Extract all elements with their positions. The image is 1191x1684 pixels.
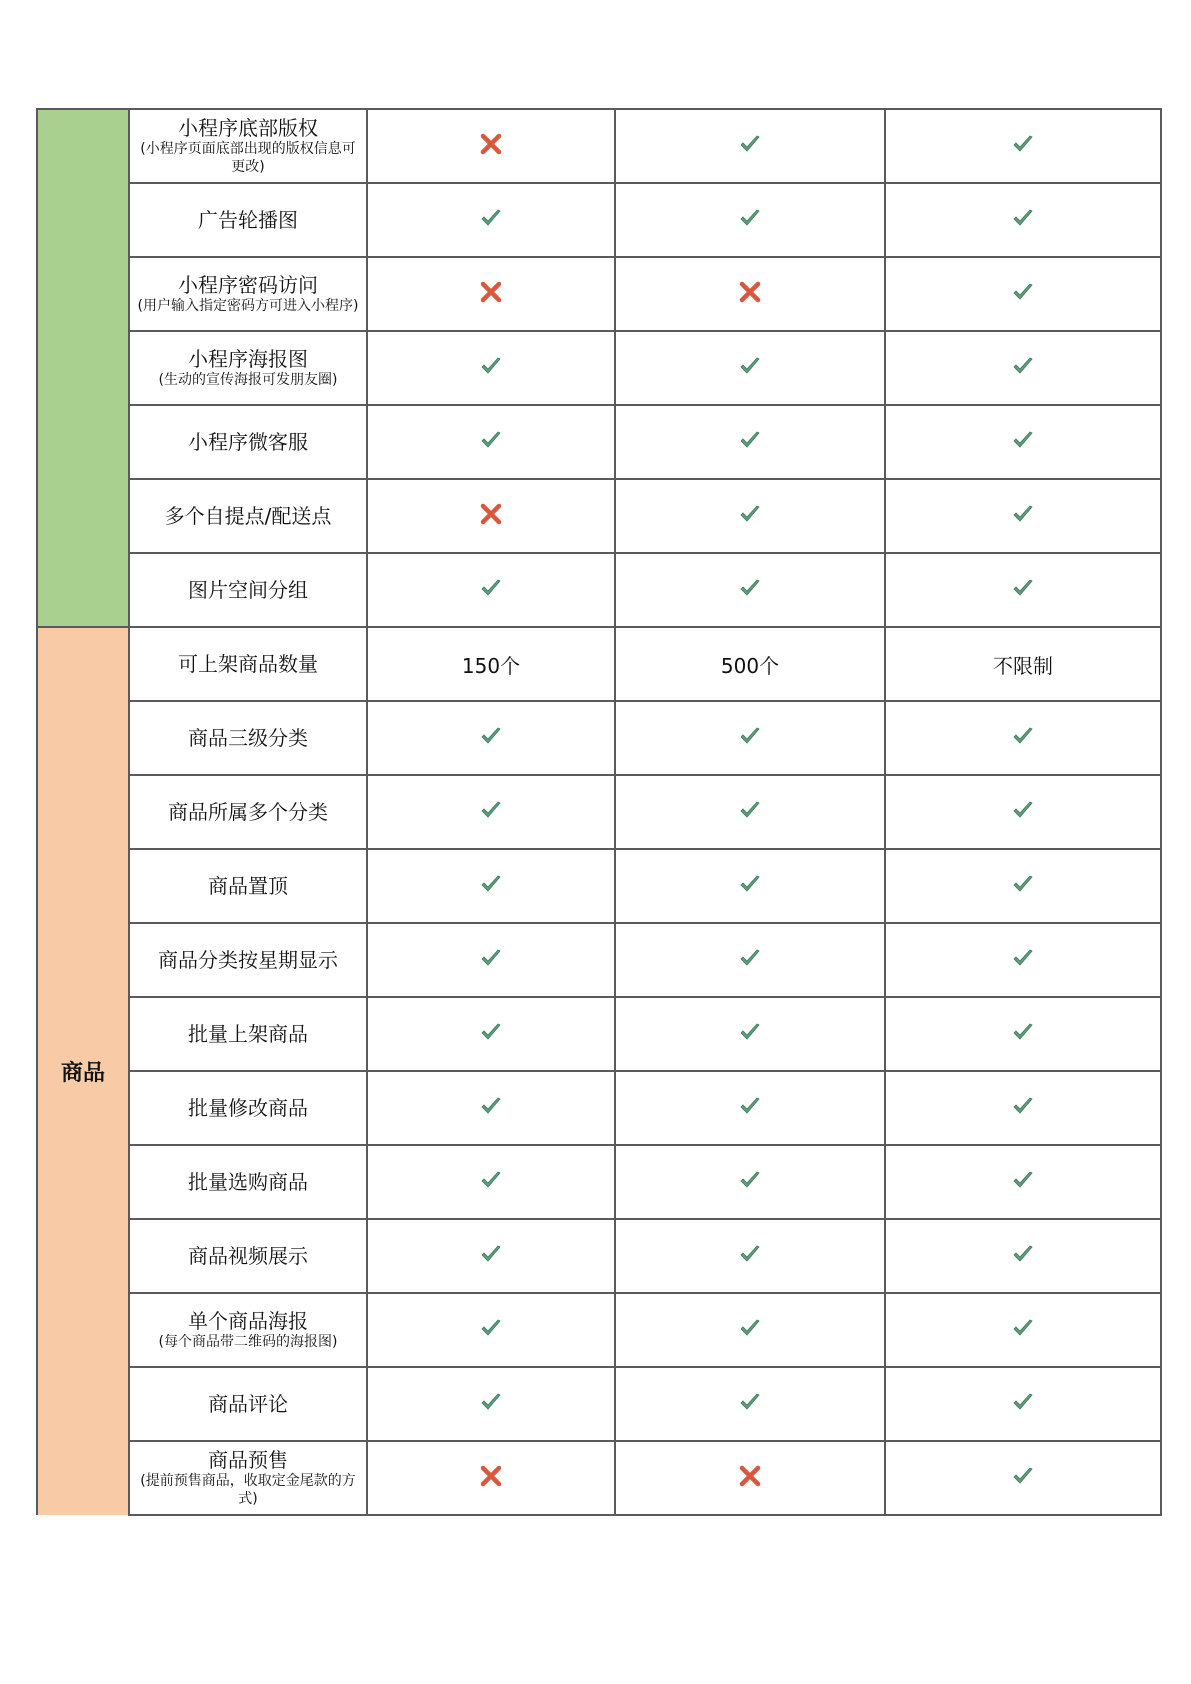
table-row xyxy=(37,701,1161,775)
check-icon xyxy=(1011,502,1035,526)
plan-cell xyxy=(367,849,615,923)
table-row xyxy=(37,1071,1161,1145)
feature-name: 批量选购商品 xyxy=(188,1170,308,1194)
feature-name-cell xyxy=(129,849,367,923)
cross-icon xyxy=(479,1464,503,1488)
check-icon xyxy=(738,798,762,822)
check-icon xyxy=(479,798,503,822)
table-row xyxy=(37,1367,1161,1441)
check-icon xyxy=(1011,1168,1035,1192)
check-icon xyxy=(479,724,503,748)
plan-cell xyxy=(615,923,885,997)
plan-cell xyxy=(885,479,1161,553)
check-icon xyxy=(1011,798,1035,822)
check-icon xyxy=(738,428,762,452)
feature-name-cell xyxy=(129,183,367,257)
check-icon xyxy=(1011,946,1035,970)
plan-cell xyxy=(367,627,615,701)
feature-name-cell xyxy=(129,1441,367,1515)
plan-cell xyxy=(615,1293,885,1367)
plan-value: 不限制 xyxy=(993,653,1053,678)
feature-name-cell xyxy=(129,627,367,701)
plan-cell xyxy=(615,997,885,1071)
check-icon xyxy=(1011,428,1035,452)
check-icon xyxy=(479,872,503,896)
plan-cell xyxy=(885,849,1161,923)
feature-description: (用户输入指定密码方可进入小程序) xyxy=(137,298,359,314)
plan-cell xyxy=(615,479,885,553)
plan-cell xyxy=(615,405,885,479)
check-icon xyxy=(479,1390,503,1414)
feature-name: 小程序海报图 xyxy=(188,347,308,371)
plan-cell xyxy=(885,109,1161,183)
check-icon xyxy=(738,206,762,230)
check-icon xyxy=(479,946,503,970)
feature-name: 小程序密码访问 xyxy=(178,273,318,297)
plan-cell xyxy=(367,1441,615,1515)
feature-name: 小程序微客服 xyxy=(188,430,308,454)
feature-name-cell xyxy=(129,1367,367,1441)
feature-description: (每个商品带二维码的海报图) xyxy=(158,1334,338,1350)
check-icon xyxy=(1011,1020,1035,1044)
plan-cell xyxy=(367,1367,615,1441)
table-row xyxy=(37,1145,1161,1219)
feature-name-cell xyxy=(129,479,367,553)
feature-name-cell xyxy=(129,775,367,849)
feature-name-cell xyxy=(129,923,367,997)
feature-name-cell xyxy=(129,109,367,183)
plan-cell xyxy=(367,1071,615,1145)
check-icon xyxy=(738,724,762,748)
feature-name: 商品预售 xyxy=(208,1448,288,1472)
plan-value: 500个 xyxy=(720,653,780,678)
table-row xyxy=(37,109,1161,183)
table-row xyxy=(37,1441,1161,1515)
plan-cell xyxy=(885,331,1161,405)
category-cell: 商品 xyxy=(37,627,129,1515)
check-icon xyxy=(738,354,762,378)
plan-cell xyxy=(615,257,885,331)
cross-icon xyxy=(738,1464,762,1488)
plan-cell xyxy=(367,923,615,997)
check-icon xyxy=(1011,1390,1035,1414)
feature-name-cell xyxy=(129,1219,367,1293)
cross-icon xyxy=(479,502,503,526)
plan-cell xyxy=(367,701,615,775)
check-icon xyxy=(479,1168,503,1192)
check-icon xyxy=(1011,206,1035,230)
feature-name: 可上架商品数量 xyxy=(178,652,318,676)
feature-name-cell xyxy=(129,1293,367,1367)
plan-cell xyxy=(885,627,1161,701)
check-icon xyxy=(1011,132,1035,156)
check-icon xyxy=(479,354,503,378)
table-row xyxy=(37,257,1161,331)
plan-cell xyxy=(367,405,615,479)
feature-name: 小程序底部版权 xyxy=(178,116,318,140)
check-icon xyxy=(738,1316,762,1340)
plan-cell xyxy=(615,109,885,183)
feature-description: (提前预售商品，收取定金尾款的方式) xyxy=(140,1473,356,1507)
plan-cell xyxy=(367,775,615,849)
check-icon xyxy=(479,1316,503,1340)
feature-name-cell xyxy=(129,257,367,331)
plan-cell xyxy=(367,1293,615,1367)
feature-name: 广告轮播图 xyxy=(198,208,298,232)
plan-cell xyxy=(885,1441,1161,1515)
feature-name-cell xyxy=(129,331,367,405)
table-row xyxy=(37,553,1161,627)
plan-cell xyxy=(885,775,1161,849)
check-icon xyxy=(479,576,503,600)
plan-cell xyxy=(367,479,615,553)
check-icon xyxy=(479,1242,503,1266)
check-icon xyxy=(1011,1316,1035,1340)
plan-cell xyxy=(885,923,1161,997)
plan-cell xyxy=(367,997,615,1071)
plan-cell xyxy=(615,1367,885,1441)
plan-cell xyxy=(885,405,1161,479)
feature-name: 商品三级分类 xyxy=(188,726,308,750)
check-icon xyxy=(1011,280,1035,304)
check-icon xyxy=(738,502,762,526)
feature-name: 商品置顶 xyxy=(208,874,288,898)
check-icon xyxy=(738,1094,762,1118)
category-cell xyxy=(37,109,129,627)
check-icon xyxy=(1011,872,1035,896)
table-row xyxy=(37,627,1161,701)
plan-cell xyxy=(615,1071,885,1145)
plan-cell xyxy=(367,553,615,627)
plan-cell xyxy=(615,775,885,849)
table-row xyxy=(37,775,1161,849)
cross-icon xyxy=(479,132,503,156)
table-row xyxy=(37,479,1161,553)
table-row xyxy=(37,331,1161,405)
feature-name-cell xyxy=(129,553,367,627)
feature-name-cell xyxy=(129,701,367,775)
plan-cell xyxy=(367,1145,615,1219)
plan-cell xyxy=(367,109,615,183)
feature-name: 批量修改商品 xyxy=(188,1096,308,1120)
check-icon xyxy=(1011,1094,1035,1118)
cross-icon xyxy=(479,280,503,304)
plan-cell xyxy=(615,701,885,775)
plan-cell xyxy=(367,1219,615,1293)
feature-name: 批量上架商品 xyxy=(188,1022,308,1046)
feature-description: (小程序页面底部出现的版权信息可更改) xyxy=(140,141,356,175)
plan-cell xyxy=(885,1145,1161,1219)
plan-cell xyxy=(615,1219,885,1293)
feature-description: (生动的宣传海报可发朋友圈) xyxy=(158,372,338,388)
feature-name: 商品评论 xyxy=(208,1392,288,1416)
check-icon xyxy=(738,1390,762,1414)
feature-name-cell xyxy=(129,405,367,479)
plan-cell xyxy=(615,183,885,257)
plan-cell xyxy=(885,1293,1161,1367)
check-icon xyxy=(1011,724,1035,748)
feature-name-cell xyxy=(129,1145,367,1219)
plan-cell xyxy=(615,849,885,923)
check-icon xyxy=(738,1168,762,1192)
check-icon xyxy=(738,576,762,600)
check-icon xyxy=(479,206,503,230)
plan-value: 150个 xyxy=(461,653,521,678)
plan-cell xyxy=(615,553,885,627)
check-icon xyxy=(479,1094,503,1118)
check-icon xyxy=(738,1020,762,1044)
feature-name: 商品分类按星期显示 xyxy=(158,948,338,972)
check-icon xyxy=(479,1020,503,1044)
feature-name-cell xyxy=(129,1071,367,1145)
table-row xyxy=(37,849,1161,923)
feature-comparison-table xyxy=(36,108,1162,1516)
check-icon xyxy=(1011,576,1035,600)
plan-cell xyxy=(885,257,1161,331)
feature-comparison-sheet xyxy=(36,108,1160,1516)
plan-cell xyxy=(367,257,615,331)
plan-cell xyxy=(885,997,1161,1071)
table-row xyxy=(37,997,1161,1071)
feature-name: 商品视频展示 xyxy=(188,1244,308,1268)
check-icon xyxy=(738,1242,762,1266)
plan-cell xyxy=(367,183,615,257)
plan-cell xyxy=(885,553,1161,627)
feature-name-cell xyxy=(129,997,367,1071)
plan-cell xyxy=(885,1219,1161,1293)
check-icon xyxy=(1011,1242,1035,1266)
feature-name: 单个商品海报 xyxy=(188,1309,308,1333)
plan-cell xyxy=(885,1071,1161,1145)
check-icon xyxy=(479,428,503,452)
plan-cell xyxy=(367,331,615,405)
plan-cell xyxy=(615,1145,885,1219)
plan-cell xyxy=(615,627,885,701)
check-icon xyxy=(738,132,762,156)
check-icon xyxy=(738,946,762,970)
table-row xyxy=(37,1219,1161,1293)
plan-cell xyxy=(885,183,1161,257)
cross-icon xyxy=(738,280,762,304)
check-icon xyxy=(1011,1464,1035,1488)
table-row xyxy=(37,405,1161,479)
table-row xyxy=(37,183,1161,257)
feature-name: 多个自提点/配送点 xyxy=(164,504,332,528)
feature-name: 图片空间分组 xyxy=(188,578,308,602)
check-icon xyxy=(1011,354,1035,378)
table-row xyxy=(37,1293,1161,1367)
plan-cell xyxy=(885,1367,1161,1441)
plan-cell xyxy=(615,331,885,405)
check-icon xyxy=(738,872,762,896)
plan-cell xyxy=(615,1441,885,1515)
feature-name: 商品所属多个分类 xyxy=(168,800,328,824)
table-row xyxy=(37,923,1161,997)
plan-cell xyxy=(885,701,1161,775)
